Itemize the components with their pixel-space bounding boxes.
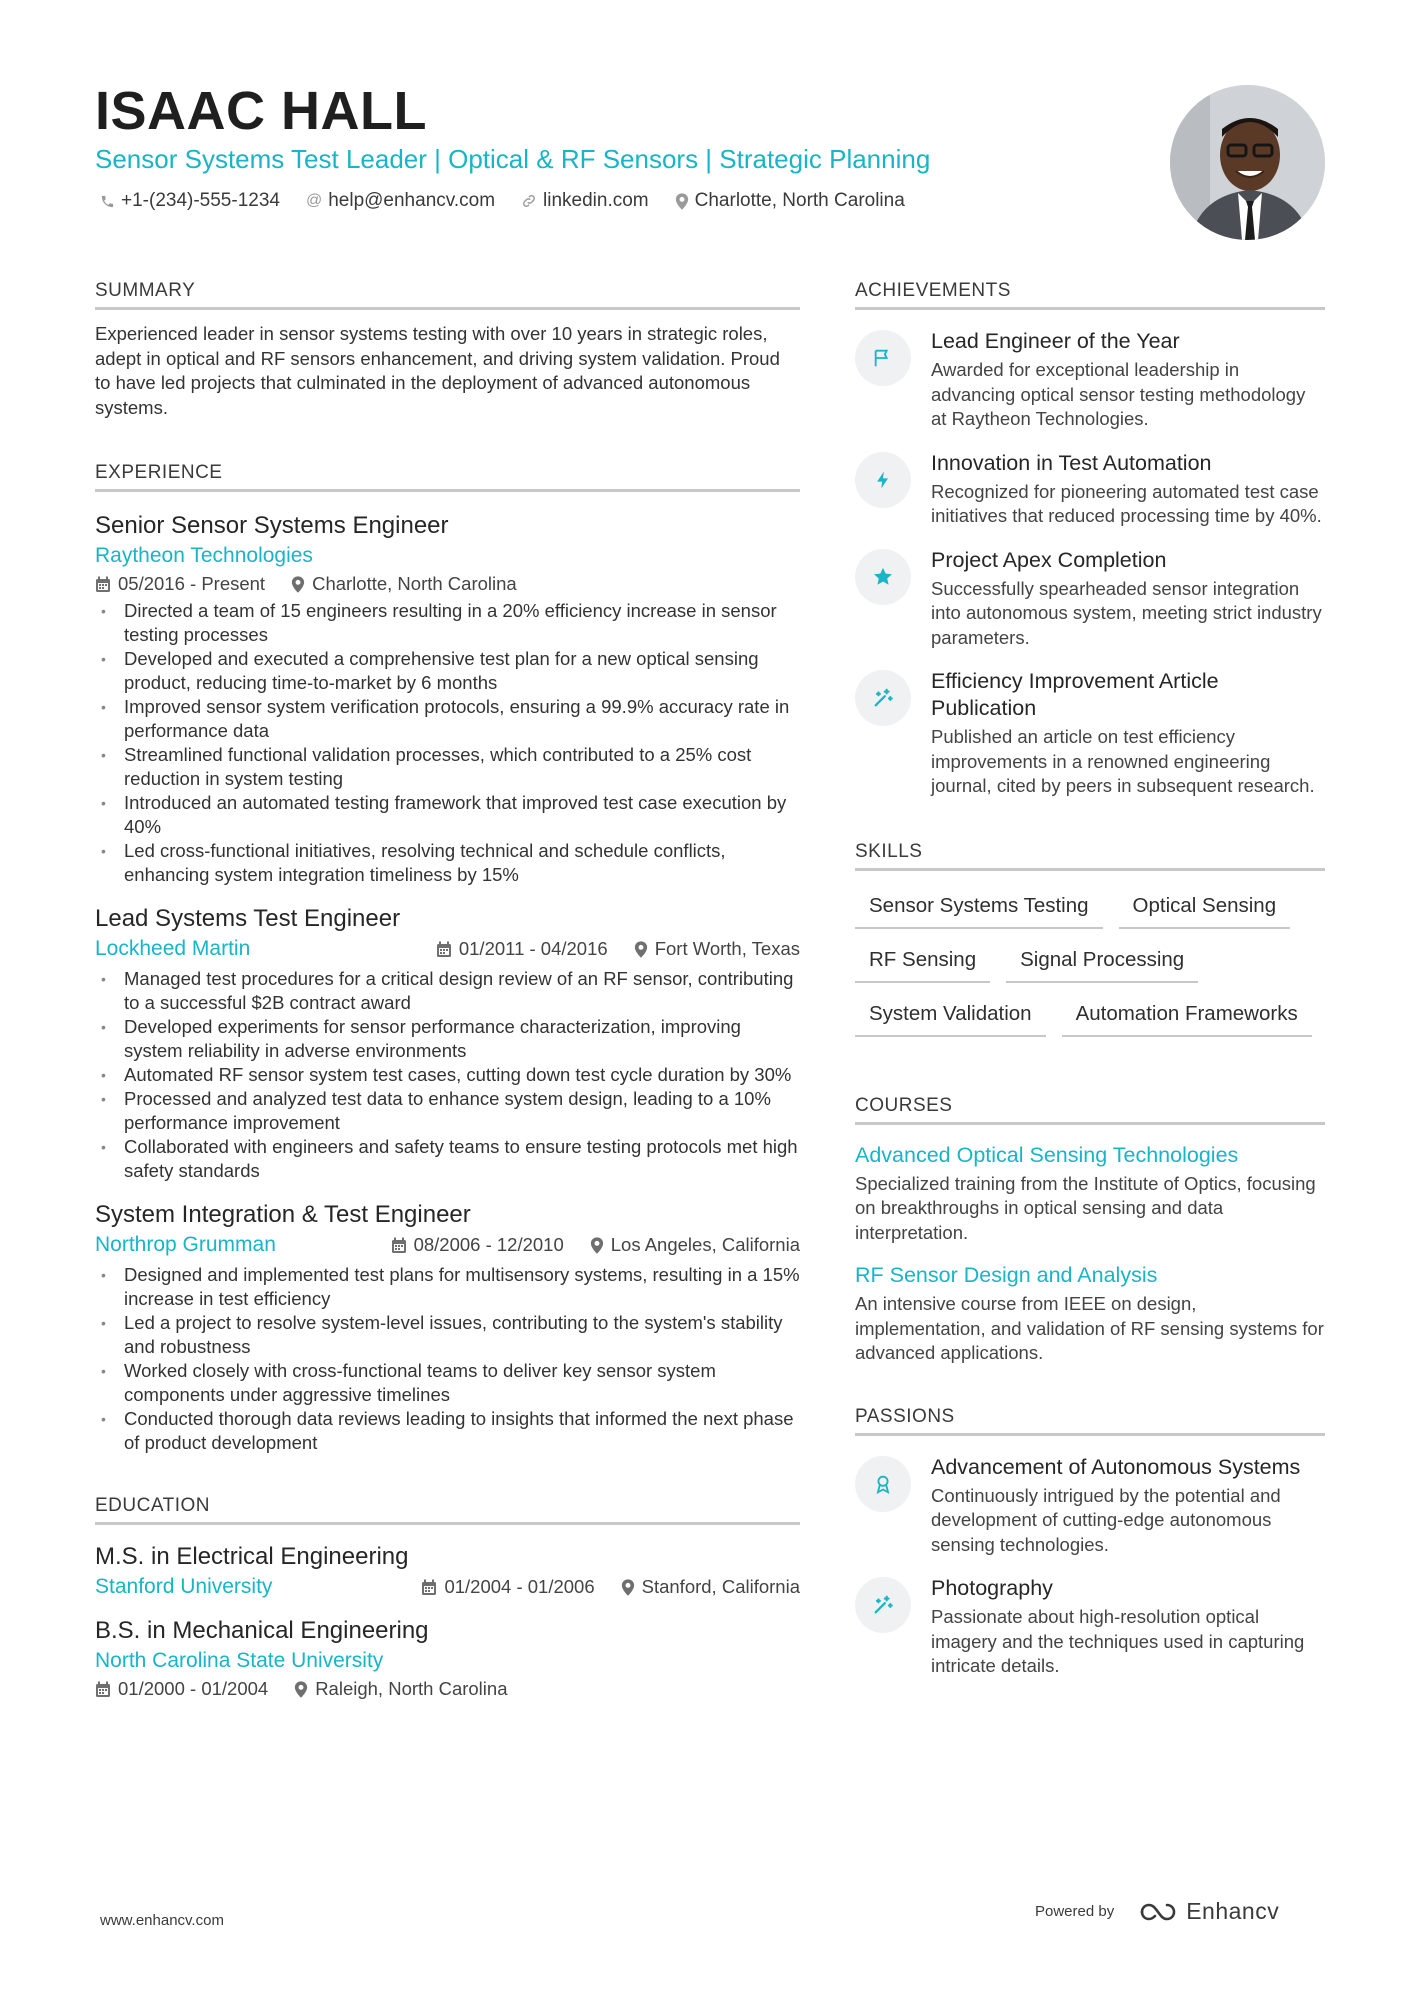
job-location (590, 1234, 800, 1256)
bullet-item: • Directed a team of 15 engineers resulting in a 20% efficiency increase in sensor testing processes (95, 599, 800, 647)
achievement-title: Lead Engineer of the Year (931, 329, 1180, 353)
passion-item (855, 1575, 1325, 1679)
contact-email[interactable] (306, 190, 495, 212)
job-title: Lead Systems Test Engineer (95, 905, 401, 932)
award-ribbon-icon (855, 1456, 911, 1512)
education-location (294, 1678, 507, 1700)
job-title: System Integration & Test Engineer (95, 1201, 471, 1228)
education-heading: EDUCATION (95, 1495, 800, 1525)
magic-wand-icon (855, 670, 911, 726)
education-entry (95, 1615, 800, 1700)
summary-section (95, 280, 800, 420)
achievement-title: Innovation in Test Automation (931, 450, 1212, 475)
skill-tag: Sensor Systems Testing (855, 889, 1103, 929)
footer-website[interactable]: www.enhancv.com (100, 1912, 224, 1929)
experience-heading: EXPERIENCE (95, 462, 800, 492)
linkedin-text: linkedin.com (543, 190, 649, 211)
lightning-icon (855, 452, 911, 508)
contact-phone[interactable] (100, 190, 280, 212)
education-meta (421, 1576, 800, 1598)
calendar-icon (421, 1579, 437, 1596)
brand-logo[interactable] (1136, 1898, 1279, 1925)
right-column (855, 280, 1325, 1679)
skills-section (855, 841, 1325, 1037)
job-company-row (95, 935, 800, 963)
passion-desc: Passionate about high-resolution optical imagery and the techniques used in capturing intricate details. (931, 1606, 1305, 1676)
job-dates-text: 01/2011 - 04/2016 (458, 938, 608, 959)
skills-list (855, 889, 1325, 1037)
location-pin-icon (590, 1237, 604, 1254)
job-entry (95, 510, 800, 887)
email-text: help@enhancv.com (328, 190, 496, 211)
bullet-item: • Collaborated with engineers and safety teams to ensure testing protocols met high safety standards (95, 1135, 800, 1183)
job-meta (95, 573, 800, 595)
course-title: RF Sensor Design and Analysis (855, 1263, 1158, 1287)
bullet-item: • Conducted thorough data reviews leading to insights that informed the next phase of product development (95, 1407, 800, 1455)
job-entry (95, 903, 800, 1183)
education-section (95, 1495, 800, 1700)
skill-tag: RF Sensing (855, 943, 990, 983)
left-column (95, 280, 800, 1700)
achievement-desc: Successfully spearheaded sensor integration into autonomous system, meeting strict industry parameters. (931, 577, 1322, 648)
footer-branding (1035, 1898, 1279, 1925)
education-location-text: Raleigh, North Carolina (315, 1678, 508, 1699)
link-icon (521, 193, 537, 209)
location-pin-icon (634, 941, 648, 958)
skill-tag: Optical Sensing (1119, 889, 1291, 929)
achievement-item (855, 328, 1325, 432)
experience-section (95, 462, 800, 1455)
education-dates-text: 01/2000 - 01/2004 (118, 1678, 269, 1699)
company-name: Northrop Grumman (95, 1233, 276, 1256)
powered-by-label: Powered by (1035, 1903, 1115, 1920)
candidate-name: ISAAC HALL (95, 81, 427, 141)
education-location-text: Stanford, California (641, 1576, 800, 1597)
magic-wand-icon (855, 1577, 911, 1633)
job-dates (95, 573, 265, 595)
degree-title: B.S. in Mechanical Engineering (95, 1617, 429, 1644)
star-icon (855, 549, 911, 605)
bullet-item: • Managed test procedures for a critical design review of an RF sensor, contributing to a successful $2B contract award (95, 967, 800, 1015)
summary-heading: SUMMARY (95, 280, 800, 310)
passion-title: Advancement of Autonomous Systems (931, 1454, 1301, 1479)
company-name: Raytheon Technologies (95, 544, 313, 567)
achievements-heading: ACHIEVEMENTS (855, 280, 1325, 310)
location-text: Charlotte, North Carolina (694, 190, 905, 211)
achievement-desc: Recognized for pioneering automated test case initiatives that reduced processing time by 40%. (931, 480, 1322, 526)
achievement-item (855, 547, 1325, 651)
bullet-item: • Processed and analyzed test data to enhance system design, leading to a 10% performance improvement (95, 1087, 800, 1135)
degree-title: M.S. in Electrical Engineering (95, 1543, 409, 1570)
bullet-item: • Developed and executed a comprehensive test plan for a new optical sensing product, reducing time-to-market by 6 months (95, 647, 800, 695)
achievement-desc: Awarded for exceptional leadership in advancing optical sensor testing methodology at Raytheon Technologies. (931, 359, 1306, 429)
contact-linkedin[interactable] (521, 190, 649, 212)
course-item (855, 1261, 1325, 1366)
summary-text: Experienced leader in sensor systems testing with over 10 years in strategic roles, adept in optical and RF sensors enhancement, and driving system validation. Proud to have led projects that culminated in the deployment of advanced autonomous systems. (95, 323, 780, 418)
bullet-item: • Led cross-functional initiatives, resolving technical and schedule conflicts, enhancing system integration timeliness by 15% (95, 839, 800, 887)
contact-bar (100, 190, 905, 212)
job-bullets (95, 1263, 800, 1455)
school-name: North Carolina State University (95, 1649, 384, 1672)
job-location-text: Los Angeles, California (610, 1234, 800, 1255)
passions-heading: PASSIONS (855, 1406, 1325, 1436)
bullet-item: • Designed and implemented test plans for multisensory systems, resulting in a 15% increase in test efficiency (95, 1263, 800, 1311)
bullet-item: • Developed experiments for sensor performance characterization, improving system reliability in adverse environments (95, 1015, 800, 1063)
education-entry (95, 1541, 800, 1601)
education-dates-text: 01/2004 - 01/2006 (444, 1576, 595, 1597)
course-desc: An intensive course from IEEE on design, implementation, and validation of RF sensing systems for advanced applications. (855, 1293, 1324, 1363)
job-dates (391, 1234, 564, 1256)
bullet-item: • Improved sensor system verification protocols, ensuring a 99.9% accuracy rate in performance data (95, 695, 800, 743)
achievement-item (855, 450, 1325, 529)
location-pin-icon (621, 1579, 635, 1596)
course-title: Advanced Optical Sensing Technologies (855, 1142, 1239, 1167)
phone-icon (100, 194, 115, 209)
calendar-icon (391, 1237, 407, 1254)
passion-desc: Continuously intrigued by the potential and development of cutting-edge autonomous sensing technologies. (931, 1484, 1281, 1555)
achievement-title: Efficiency Improvement Article Publication (931, 669, 1219, 720)
education-location (621, 1576, 800, 1598)
job-location (291, 573, 517, 595)
school-name: Stanford University (95, 1575, 273, 1598)
education-school-row (95, 1573, 800, 1601)
bullet-item: • Streamlined functional validation processes, which contributed to a 25% cost reduction in system testing (95, 743, 800, 791)
job-bullets (95, 599, 800, 887)
job-dates (436, 938, 608, 960)
tagline: Sensor Systems Test Leader | Optical & RF Sensors | Strategic Planning (95, 144, 931, 174)
profile-photo (1170, 85, 1325, 240)
passion-title: Photography (931, 1576, 1053, 1600)
education-dates (421, 1576, 594, 1598)
infinity-logo-icon (1136, 1901, 1180, 1923)
job-title: Senior Sensor Systems Engineer (95, 512, 449, 539)
job-entry (95, 1199, 800, 1455)
job-meta (391, 1234, 800, 1256)
location-pin-icon (291, 576, 305, 593)
achievements-section (855, 280, 1325, 799)
calendar-icon (95, 1681, 111, 1698)
education-meta (95, 1678, 800, 1700)
job-meta (436, 938, 800, 960)
calendar-icon (436, 941, 452, 958)
passion-item (855, 1454, 1325, 1558)
skills-heading: SKILLS (855, 841, 1325, 871)
bullet-item: • Worked closely with cross-functional teams to deliver key sensor system components under aggressive timelines (95, 1359, 800, 1407)
course-desc: Specialized training from the Institute of Optics, focusing on breakthroughs in optical sensing and data interpretation. (855, 1172, 1316, 1243)
bullet-item: • Introduced an automated testing framework that improved test case execution by 40% (95, 791, 800, 839)
job-dates-text: 05/2016 - Present (118, 573, 266, 594)
at-icon: @ (305, 192, 323, 209)
job-company-row (95, 1231, 800, 1259)
achievement-item (855, 668, 1325, 799)
bullet-item: • Automated RF sensor system test cases, cutting down test cycle duration by 30% (95, 1063, 800, 1087)
skill-tag: Signal Processing (1006, 943, 1198, 983)
job-dates-text: 08/2006 - 12/2010 (413, 1234, 564, 1255)
skill-tag: System Validation (855, 997, 1046, 1037)
job-location-text: Fort Worth, Texas (654, 938, 800, 959)
calendar-icon (95, 576, 111, 593)
job-bullets (95, 967, 800, 1183)
company-name: Lockheed Martin (95, 937, 251, 960)
passions-section (855, 1406, 1325, 1679)
flag-icon (855, 330, 911, 386)
courses-section (855, 1095, 1325, 1366)
contact-location (675, 190, 905, 212)
skill-tag: Automation Frameworks (1062, 997, 1312, 1037)
achievement-desc: Published an article on test efficiency improvements in a renowned engineering journal, cited by peers in subsequent research. (931, 726, 1315, 796)
brand-name: Enhancv (1186, 1898, 1280, 1924)
education-dates (95, 1678, 268, 1700)
location-pin-icon (294, 1681, 308, 1698)
courses-heading: COURSES (855, 1095, 1325, 1125)
course-item (855, 1141, 1325, 1246)
achievement-title: Project Apex Completion (931, 547, 1167, 572)
job-location-text: Charlotte, North Carolina (312, 573, 517, 594)
phone-text: +1-(234)-555-1234 (121, 190, 280, 211)
location-pin-icon (675, 193, 689, 210)
bullet-item: • Led a project to resolve system-level issues, contributing to the system's stability and robustness (95, 1311, 800, 1359)
job-location (634, 938, 800, 960)
